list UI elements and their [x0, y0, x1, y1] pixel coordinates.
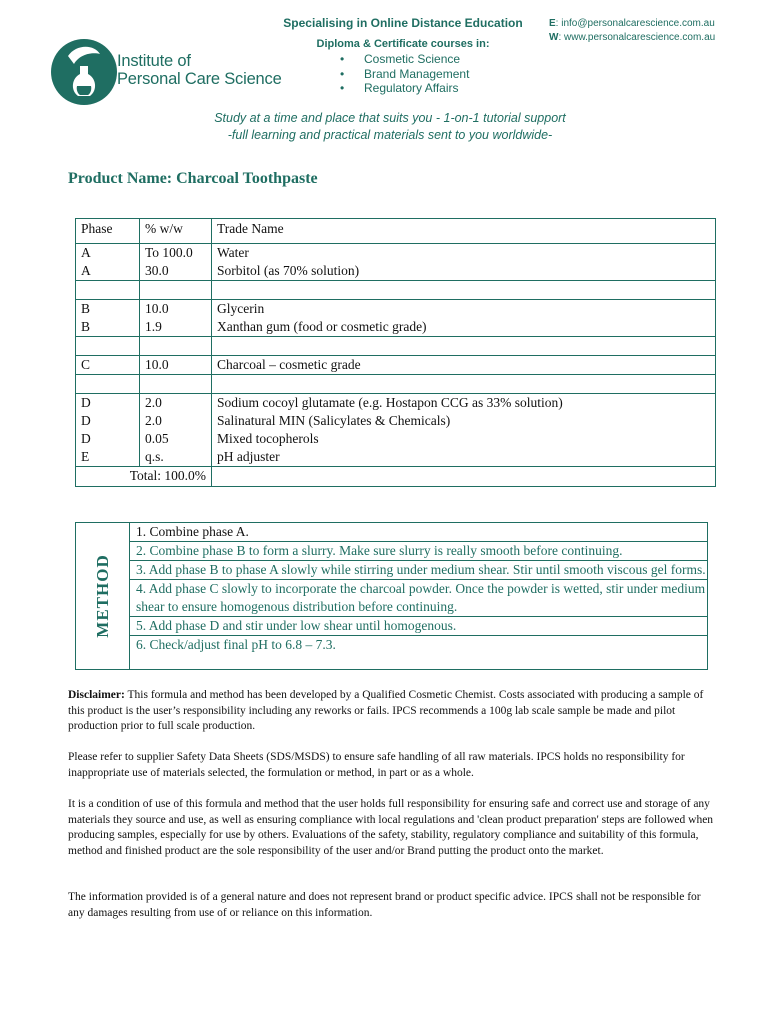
table-row: [76, 244, 716, 263]
contact-block: [549, 17, 715, 44]
general-info-paragraph: The information provided is of a general nature and does not represent brand or product specific advice. IPCS shall not be responsible for any damages resulting from use of or reliance on this information.: [68, 891, 701, 919]
table-total-row: [76, 467, 716, 487]
cell-blank: [76, 281, 140, 300]
sds-paragraph: Please refer to supplier Safety Data Sheets (SDS/MSDS) to ensure safe handling of all raw materials. IPCS holds no responsibility for inappropriate use of materials selected, the formulation or method, in part or as a whole.: [68, 751, 685, 779]
table-row-blank: [76, 281, 716, 300]
method-steps: [130, 523, 707, 669]
cell-percent: q.s.: [140, 448, 212, 467]
cell-phase: B: [76, 318, 140, 337]
method-step: 6. Check/adjust final pH to 6.8 – 7.3.: [136, 637, 336, 652]
header-center: [268, 16, 538, 51]
cell-trade-name: Mixed tocopherols: [212, 430, 716, 448]
web-line[interactable]: [549, 31, 715, 45]
institute-name-line1: Institute of: [117, 52, 191, 70]
method-step: 3. Add phase B to phase A slowly while stirring under medium shear. Stir until smooth viscous gel forms.: [130, 561, 707, 580]
conditions-paragraph: It is a condition of use of this formula and method that the user holds full responsibility for ensuring safe and correct use and storage of any materials they source and use, as well as ensuring compliance with local regulations and 'clean product preparation' steps are followed when producing samples, especially for use by others. Evaluations of the safety, stability, regulatory compliance and suitability of this formula, method and finished product are the sole responsibility of the user and/or Brand putting the product onto the market.: [68, 798, 714, 857]
cell-phase: C: [76, 356, 140, 375]
list-item: • Cosmetic Science: [340, 52, 469, 67]
disclaimer-text: This formula and method has been developed by a Qualified Cosmetic Chemist. Costs associated with producing a sample of this product is the user’s responsibility including any reworks or fails. IPCS recommends a 100g lab scale sample be made and pilot production prior to full scale production.: [68, 689, 704, 732]
institute-name: [117, 52, 282, 88]
cell-blank: [140, 337, 212, 356]
specialising-text: Specialising in Online Distance Education: [283, 16, 523, 30]
method-label: METHOD: [92, 554, 112, 638]
list-item: • Brand Management: [340, 67, 469, 82]
table-row: [76, 412, 716, 430]
diploma-text: Diploma & Certificate courses in:: [316, 38, 490, 50]
cell-trade-name: Charcoal – cosmetic grade: [212, 356, 716, 375]
cell-blank: [76, 375, 140, 394]
cell-blank: [140, 281, 212, 300]
cell-blank: [212, 281, 716, 300]
table-row-blank: [76, 375, 716, 394]
cell-percent: 2.0: [140, 412, 212, 430]
cell-percent: 1.9: [140, 318, 212, 337]
table-row: [76, 262, 716, 281]
cell-blank: [140, 375, 212, 394]
cell-percent: 30.0: [140, 262, 212, 281]
cell-phase: D: [76, 394, 140, 413]
table-row: [76, 448, 716, 467]
tagline-line1: Study at a time and place that suits you - 1-on-1 tutorial support: [214, 111, 566, 125]
cell-blank: [212, 467, 716, 487]
cell-blank: [212, 375, 716, 394]
cell-trade-name: Water: [212, 244, 716, 263]
web-link[interactable]: : www.personalcarescience.com.au: [558, 31, 716, 43]
tagline-line2: -full learning and practical materials sent to you worldwide-: [227, 128, 553, 142]
cell-phase: D: [76, 430, 140, 448]
cell-phase: B: [76, 300, 140, 319]
formula-table: [75, 218, 716, 487]
table-row: [76, 394, 716, 413]
method-step: 5. Add phase D and stir under low shear until homogenous.: [130, 617, 707, 636]
cell-percent: To 100.0: [140, 244, 212, 263]
email-label: E: [549, 18, 556, 29]
cell-phase: D: [76, 412, 140, 430]
list-item: • Regulatory Affairs: [340, 81, 469, 96]
cell-percent: 2.0: [140, 394, 212, 413]
method-box: [75, 522, 708, 670]
table-row: [76, 318, 716, 337]
institute-name-line2: Personal Care Science: [117, 70, 282, 88]
table-row-blank: [76, 337, 716, 356]
cell-trade-name: pH adjuster: [212, 448, 716, 467]
table-row: [76, 430, 716, 448]
product-title: Product Name: Charcoal Toothpaste: [68, 170, 318, 187]
cell-blank: [212, 337, 716, 356]
cell-trade-name: Salinatural MIN (Salicylates & Chemicals): [212, 412, 716, 430]
tagline: [150, 110, 630, 144]
email-line[interactable]: [549, 17, 715, 31]
cell-trade-name: Sorbitol (as 70% solution): [212, 262, 716, 281]
disclaimer-paragraph: [68, 688, 718, 735]
cell-percent: 10.0: [140, 356, 212, 375]
table-row: [76, 300, 716, 319]
total-cell: Total: 100.0%: [76, 467, 212, 487]
cell-phase: A: [76, 244, 140, 263]
cell-blank: [76, 337, 140, 356]
table-header-row: [76, 219, 716, 244]
cell-trade-name: Glycerin: [212, 300, 716, 319]
method-step: 2. Combine phase B to form a slurry. Make sure slurry is really smooth before continuing.: [130, 542, 707, 561]
cell-percent: 10.0: [140, 300, 212, 319]
web-label: W: [549, 31, 559, 43]
table-row: [76, 356, 716, 375]
cell-phase: A: [76, 262, 140, 281]
course-list: [340, 52, 469, 96]
method-label-cell: [76, 523, 130, 669]
cell-percent: 0.05: [140, 430, 212, 448]
cell-phase: E: [76, 448, 140, 467]
email-link[interactable]: : info@personalcarescience.com.au: [555, 18, 715, 29]
header-trade-name: Trade Name: [212, 219, 716, 244]
method-step: 4. Add phase C slowly to incorporate the charcoal powder. Once the powder is wetted, stir under medium shear to ensure homogenous distribution before continuing.: [130, 580, 707, 617]
header-percent: % w/w: [140, 219, 212, 244]
cell-trade-name: Sodium cocoyl glutamate (e.g. Hostapon CCG as 33% solution): [212, 394, 716, 413]
disclaimer-label: Disclaimer:: [68, 689, 125, 701]
cell-trade-name: Xanthan gum (food or cosmetic grade): [212, 318, 716, 337]
method-step: 1. Combine phase A.: [130, 523, 707, 542]
header-phase: Phase: [76, 219, 140, 244]
